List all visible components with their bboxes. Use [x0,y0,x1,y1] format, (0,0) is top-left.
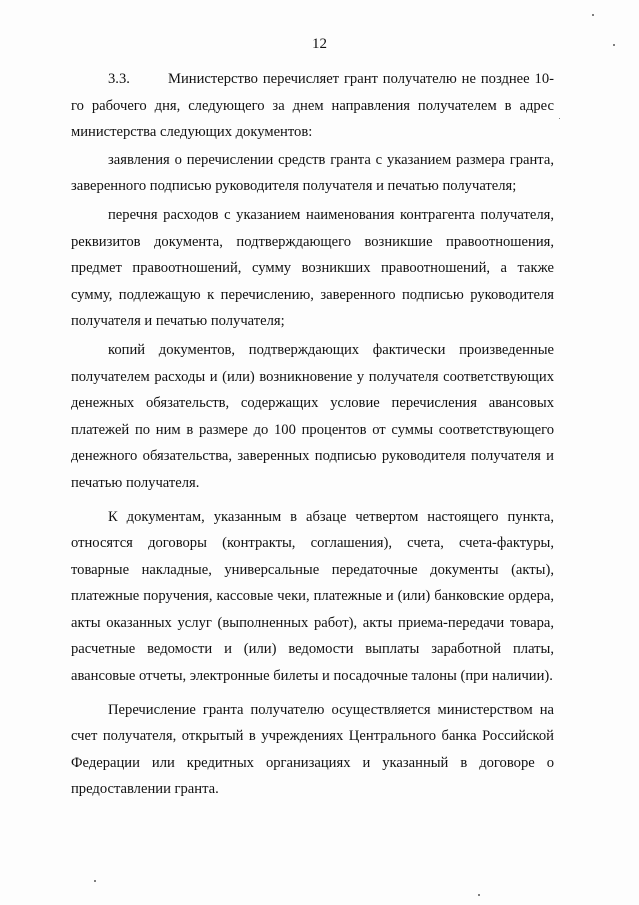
section-intro-text: Министерство перечисляет грант получателю не позднее 10-го рабочего дня, следующего за днем направления получателем в адрес министерства следующих документов: [71,71,554,141]
section-3-3-paragraph [71,66,554,146]
scan-speck [592,14,594,16]
page-number: 12 [312,36,327,52]
paragraph-document-copies: копий документов, подтверждающих фактически произведенные получателем расходы и (или) возникновение у получателя соответствующих денежных обязательств, содержащих условие перечисления авансовых платежей по ним в размере до 100 процентов от суммы соответствующего денежного обязательства, заверенных подписью руководителя получателя и печатью получателя. [71,341,554,491]
paragraph-application: заявления о перечислении средств гранта с указанием размера гранта, заверенного подписью руководителя получателя и печатью получателя; [71,151,554,195]
paragraph-expense-list: перечня расходов с указанием наименования контрагента получателя, реквизитов документа, подтверждающего возникшие правоотношения, предмет правоотношений, сумму возникших правоотношений, а также сумму, подлежащую к перечислению, заверенного подписью руководителя получателя и печатью получателя; [71,206,554,330]
scan-speck [478,894,480,896]
section-number: 3.3. [108,71,130,87]
scan-speck [94,880,96,882]
paragraph-document-types: К документам, указанным в абзаце четвертом настоящего пункта, относятся договоры (контракты, соглашения), счета, счета-фактуры, товарные накладные, универсальные передаточные документы (акты), платежные поручения, кассовые чеки, платежные и (или) банковские ордера, акты оказанных услуг (выполненных работ), акты приема-передачи товара, расчетные ведомости и (или) ведомости выплаты заработной платы, авансовые отчеты, электронные билеты и посадочные талоны (при наличии). [71,508,554,685]
scan-speck [559,118,560,119]
scan-speck [613,44,615,46]
document-body [71,66,554,803]
paragraph-grant-transfer: Перечисление гранта получателю осуществляется министерством на счет получателя, открытый в учреждениях Центрального банка Российской Федерации или кредитных организациях и указанный в договоре о предоставлении гранта. [71,701,554,798]
